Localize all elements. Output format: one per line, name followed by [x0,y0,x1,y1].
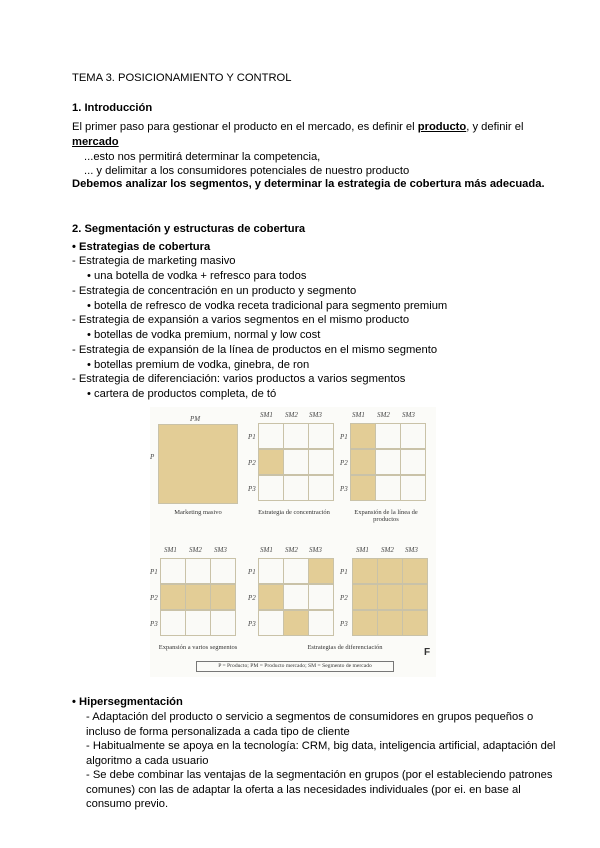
hyperseg-line: - Habitualmente se apoya en la tecnología: CRM, big data, inteligencia artificial, adaptación del [86,740,556,752]
intro-text-b: , y definir el [466,121,524,133]
p1-label: P1 [248,568,256,576]
p3-label: P3 [150,620,158,628]
grid-cell-filled [377,558,403,584]
grid-cell-filled [258,449,284,475]
sm2-label: SM2 [381,546,394,554]
p1-label: P1 [150,568,158,576]
mercado-link[interactable]: mercado [72,136,119,148]
strategy-example: • botellas premium de vodka, ginebra, de ron [87,359,310,371]
grid-cell-filled [352,584,378,610]
grid-cell [375,423,401,449]
strategy-item: - Estrategia de expansión a varios segmentos en el mismo producto [72,314,410,326]
p3-label: P3 [340,485,348,493]
grid-cell [283,584,309,610]
hyperseg-line: consumo previo. [86,798,169,810]
grid-cell [258,475,284,501]
sm2-label: SM2 [377,411,390,419]
grid-cell-filled [258,584,284,610]
grid-cell-filled [160,584,186,610]
sm3-label: SM3 [402,411,415,419]
grid-cell-filled [350,449,376,475]
grid-cell-filled [308,558,334,584]
grid-cell [308,475,334,501]
strategy-example: • botella de refresco de vodka receta tradicional para segmento premium [87,300,448,312]
caption-segmentos: Expansión a varios segmentos [158,644,238,651]
hyperseg-line: - Adaptación del producto o servicio a segmentos de consumidores en grupos pequeños o [86,711,534,723]
grid-cell-filled [377,610,403,636]
p3-label: P3 [248,620,256,628]
mass-market-square [158,424,238,504]
strategy-example: • una botella de vodka + refresco para todos [87,270,307,282]
caption-masivo: Marketing masivo [174,509,222,516]
p1-label: P1 [340,433,348,441]
grid-cell [308,449,334,475]
sm1-label: SM1 [260,411,273,419]
p3-label: P3 [248,485,256,493]
sm3-label: SM3 [405,546,418,554]
grid-cell [400,475,426,501]
caption-concentracion: Estrategia de concentración [258,509,330,516]
grid-cell [400,449,426,475]
intro-bold-line: Debemos analizar los segmentos, y determinar la estrategia de cobertura más adecuada. [72,178,545,190]
pm-label: PM [190,415,201,423]
grid-cell [258,610,284,636]
p2-label: P2 [248,594,256,602]
p2-label: P2 [150,594,158,602]
figure-label: F [424,647,431,658]
grid-cell [308,423,334,449]
grid-cell [375,449,401,475]
sm2-label: SM2 [189,546,202,554]
hyperseg-line: comunes) con las de adaptar la oferta a las necesidades individuales (por ei. en base al [86,784,521,796]
figure-legend: P = Producto; PM = Producto mercado; SM = Segmento de mercado [196,661,394,672]
intro-line-3: ... y delimitar a los consumidores potenciales de nuestro producto [84,165,410,177]
grid-cell-filled [185,584,211,610]
grid-cell [283,449,309,475]
caption-diferenciacion: Estrategias de diferenciación [307,644,383,651]
grid-cell [210,558,236,584]
coverage-strategies-figure [150,407,436,677]
sm2-label: SM2 [285,411,298,419]
sm1-label: SM1 [260,546,273,554]
grid-cell-filled [283,610,309,636]
grid-cell [308,584,334,610]
section-2-heading: 2. Segmentación y estructuras de cobertura [72,223,306,235]
intro-paragraph [72,120,523,134]
sm1-label: SM1 [164,546,177,554]
section-1-heading: 1. Introducción [72,102,153,114]
grid-cell [185,610,211,636]
p2-label: P2 [248,459,256,467]
intro-text-a: El primer paso para gestionar el producto en el mercado, es definir el [72,121,418,133]
grid-cell [258,423,284,449]
grid-cell-filled [352,558,378,584]
strategy-example: • botellas de vodka premium, normal y low cost [87,329,321,341]
strategy-item: - Estrategia de marketing masivo [72,255,236,267]
hyperseg-line: - Se debe combinar las ventajas de la segmentación en grupos (por el estableciendo patrones [86,769,553,781]
intro-line-2: ...esto nos permitirá determinar la competencia, [84,151,321,163]
strategy-item: - Estrategia de expansión de la línea de productos en el mismo segmento [72,344,438,356]
p-label: P [150,453,155,461]
grid-cell-filled [377,584,403,610]
strategy-item: - Estrategia de concentración en un producto y segmento [72,285,357,297]
grid-cell [375,475,401,501]
grid-cell-filled [350,423,376,449]
sm1-label: SM1 [356,546,369,554]
caption-linea: Expansión de la línea de productos [354,509,418,523]
hyperseg-line: incluso de forma personalizada a cada tipo de cliente [86,726,350,738]
grid-cell [283,423,309,449]
grid-cell-filled [402,558,428,584]
p2-label: P2 [340,594,348,602]
grid-cell [210,610,236,636]
sm2-label: SM2 [285,546,298,554]
sm3-label: SM3 [309,546,322,554]
grid-cell-filled [402,610,428,636]
hyperseg-line: algoritmo a cada usuario [86,755,209,767]
grid-cell [400,423,426,449]
grid-cell [258,558,284,584]
sm1-label: SM1 [352,411,365,419]
p2-label: P2 [340,459,348,467]
grid-cell [160,558,186,584]
sm3-label: SM3 [309,411,322,419]
grid-cell-filled [352,610,378,636]
section-2-subheading: • Estrategias de cobertura [72,241,211,253]
grid-cell [185,558,211,584]
grid-cell [308,610,334,636]
grid-cell-filled [210,584,236,610]
p1-label: P1 [340,568,348,576]
grid-cell [283,558,309,584]
producto-link[interactable]: producto [417,121,467,133]
page-title: TEMA 3. POSICIONAMIENTO Y CONTROL [72,72,292,84]
strategy-item: - Estrategia de diferenciación: varios productos a varios segmentos [72,373,406,385]
grid-cell-filled [350,475,376,501]
p3-label: P3 [340,620,348,628]
strategy-example: • cartera de productos completa, de tó [87,388,277,400]
grid-cell-filled [402,584,428,610]
sm3-label: SM3 [214,546,227,554]
section-3-heading: • Hipersegmentación [72,696,183,708]
grid-cell [160,610,186,636]
grid-cell [283,475,309,501]
p1-label: P1 [248,433,256,441]
